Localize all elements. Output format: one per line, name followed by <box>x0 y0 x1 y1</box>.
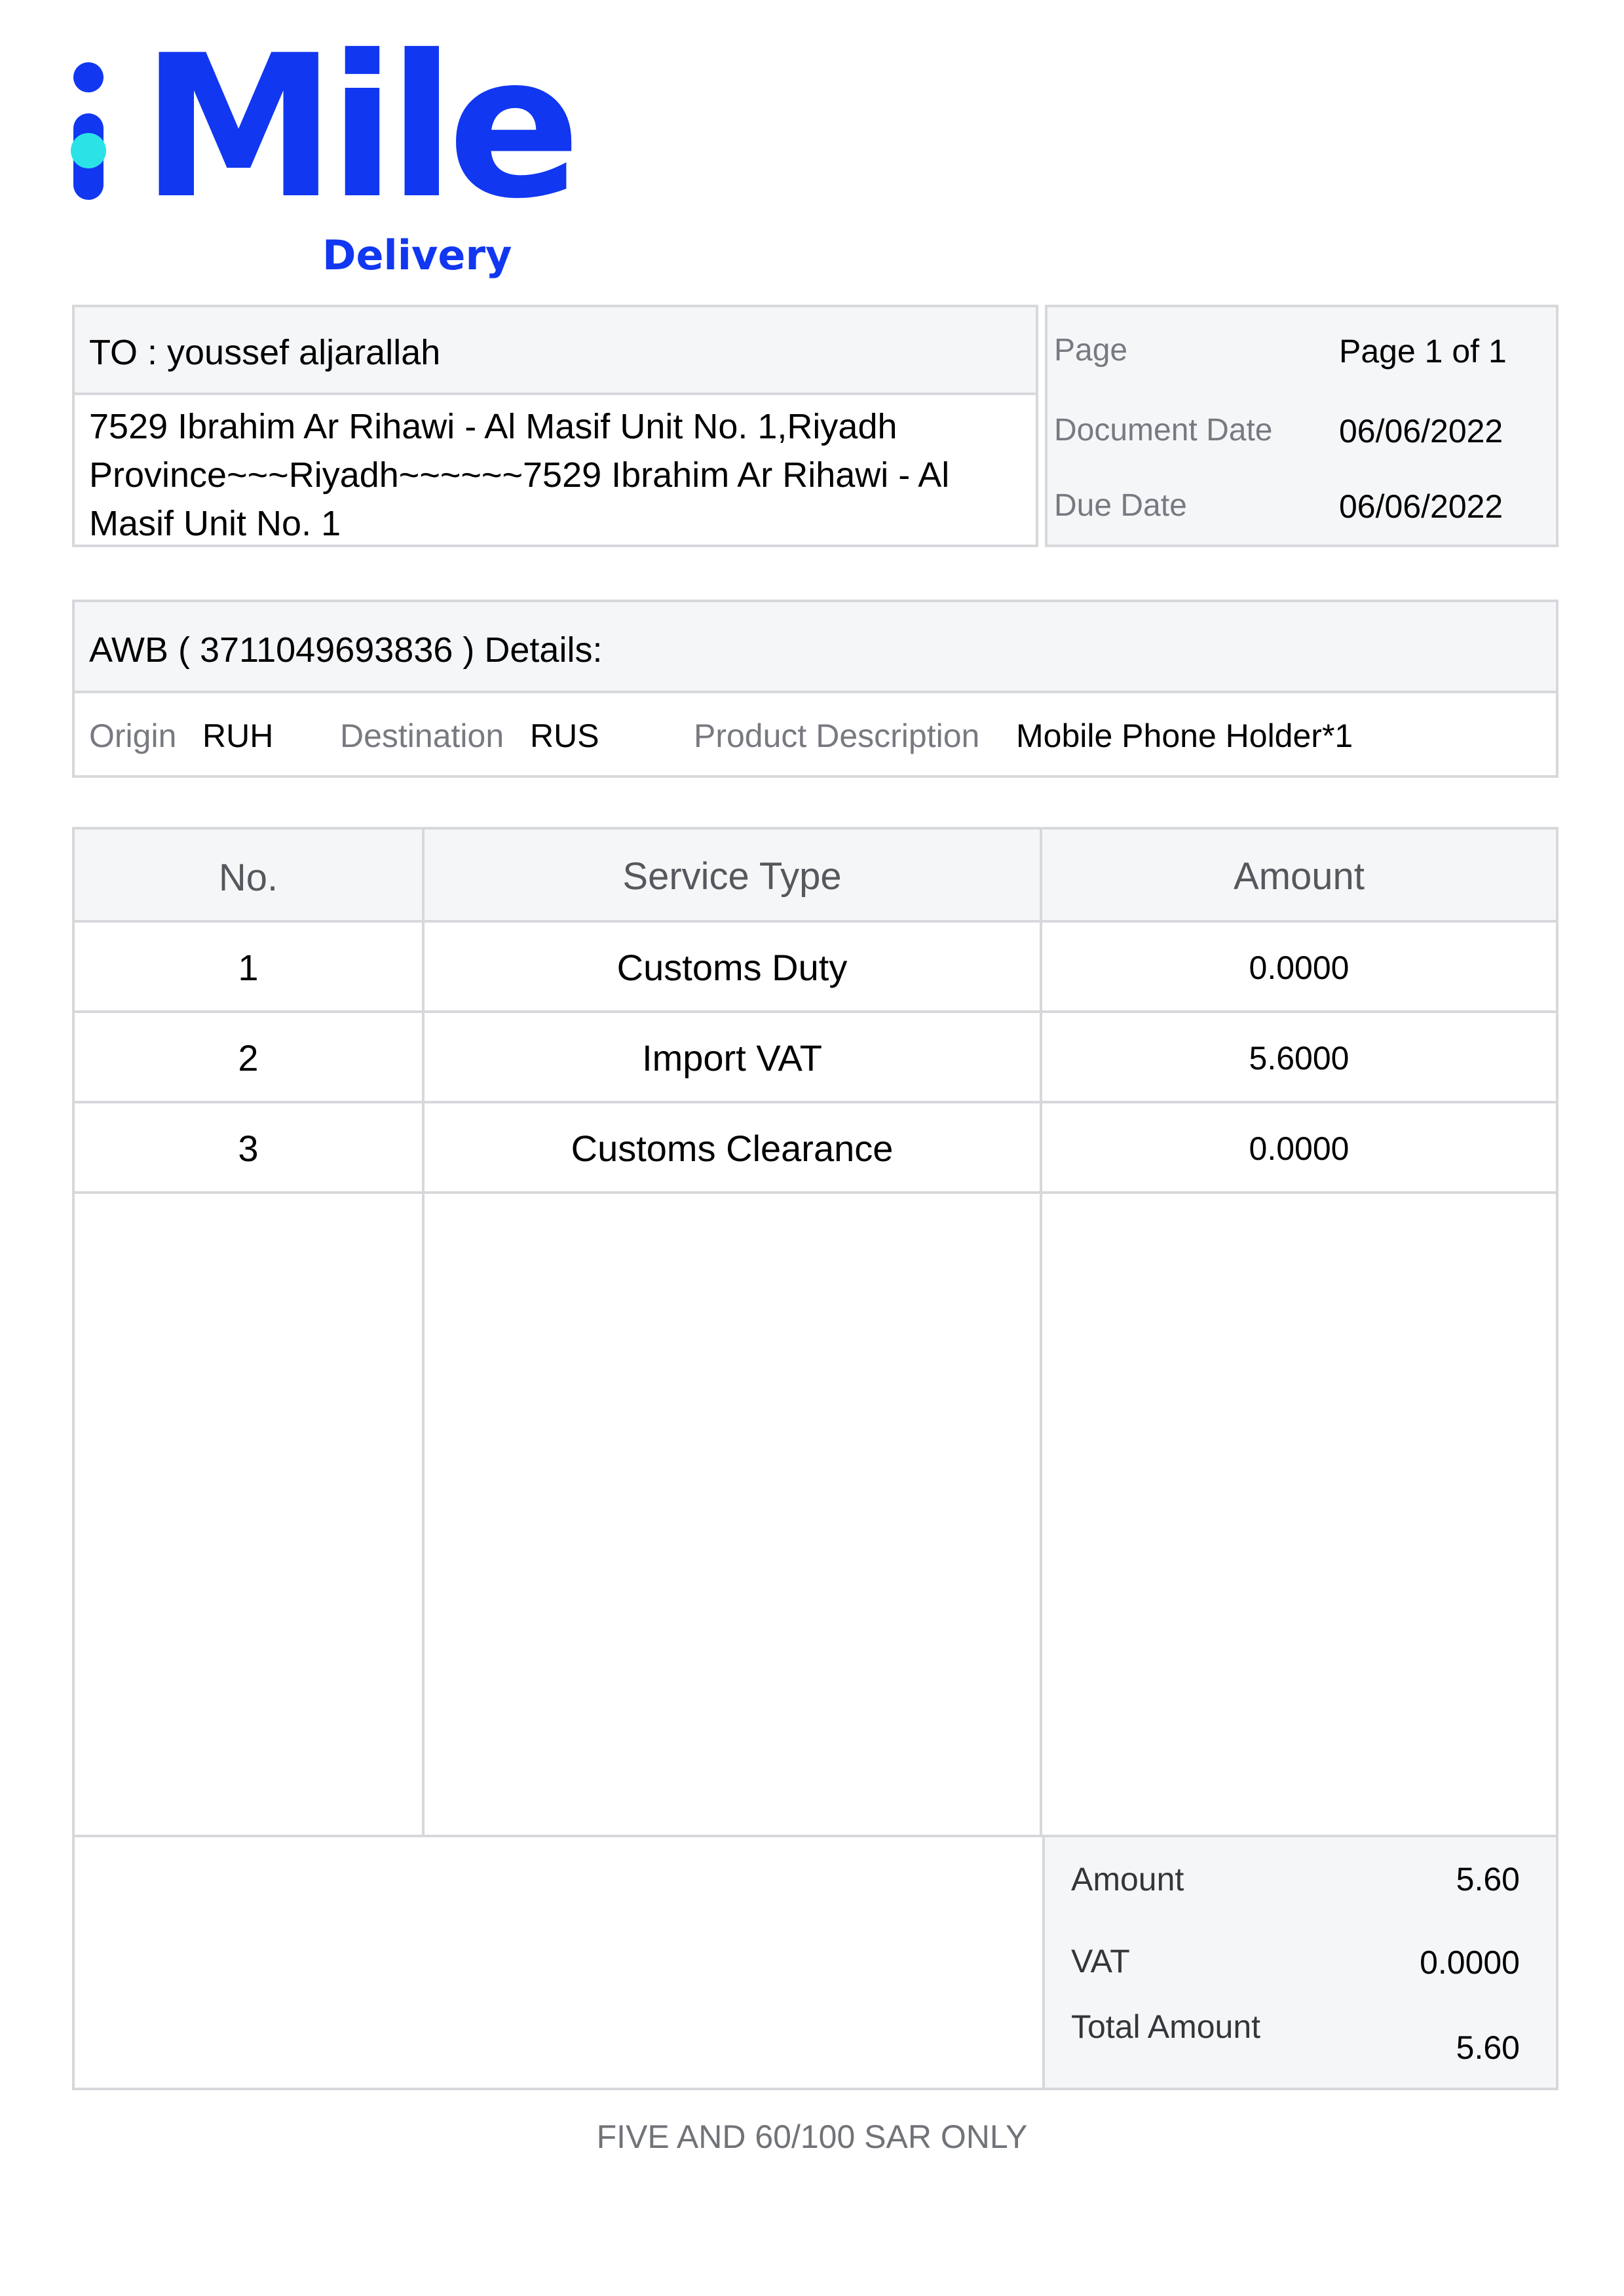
column-header-service-type: Service Type <box>622 855 842 898</box>
total-amount-label: Total Amount <box>1071 2008 1261 2045</box>
recipient-box <box>72 305 1038 547</box>
product-description-value: Mobile Phone Holder*1 <box>1016 718 1353 754</box>
recipient-header <box>75 307 1036 395</box>
row-number: 2 <box>238 1037 259 1079</box>
awb-header <box>75 602 1556 693</box>
column-header-amount: Amount <box>1234 855 1365 898</box>
row-divider <box>75 1191 1556 1194</box>
product-description-label: Product Description <box>694 718 980 754</box>
document-info-box <box>1045 305 1558 547</box>
total-amount-value: 5.60 <box>1456 2029 1520 2066</box>
row-number: 3 <box>238 1128 259 1169</box>
service-type: Customs Duty <box>616 947 848 988</box>
destination-label: Destination <box>340 718 504 754</box>
row-divider <box>75 920 1556 923</box>
service-type: Customs Clearance <box>571 1128 894 1169</box>
due-date-label: Due Date <box>1054 488 1187 523</box>
vat-label: VAT <box>1071 1943 1130 1980</box>
origin-label: Origin <box>89 718 177 754</box>
logo-accent-dot <box>71 133 106 168</box>
recipient-name: TO : youssef aljarallah <box>89 333 441 372</box>
row-number: 1 <box>238 947 259 988</box>
origin-value: RUH <box>202 718 274 754</box>
address-line: 7529 Ibrahim Ar Rihawi - Al Masif Unit No. 1,Riyadh <box>89 407 897 446</box>
recipient-address <box>89 402 1006 548</box>
column-header-no: No. <box>218 856 278 899</box>
amount-in-words: FIVE AND 60/100 SAR ONLY <box>596 2118 1028 2155</box>
service-amount: 0.0000 <box>1249 1130 1350 1167</box>
summary-box <box>72 1835 1558 2090</box>
due-date-value: 06/06/2022 <box>1339 488 1503 525</box>
row-divider <box>75 1101 1556 1103</box>
service-amount: 5.6000 <box>1249 1040 1350 1077</box>
document-date-label: Document Date <box>1054 413 1273 448</box>
address-line: Province~~~Riyadh~~~~~~7529 Ibrahim Ar Rihawi - Al <box>89 455 950 495</box>
awb-title: AWB ( 3711049693836 ) Details: <box>89 630 603 670</box>
destination-value: RUS <box>530 718 599 754</box>
row-divider <box>75 1010 1556 1013</box>
service-amount: 0.0000 <box>1249 949 1350 986</box>
totals-panel <box>1042 1837 1556 2088</box>
amount-value: 5.60 <box>1456 1861 1520 1898</box>
page-value: Page 1 of 1 <box>1339 333 1507 370</box>
imile-logo <box>72 13 573 285</box>
vat-value: 0.0000 <box>1420 1944 1520 1981</box>
address-line: Masif Unit No. 1 <box>89 504 341 543</box>
service-type: Import VAT <box>642 1037 822 1079</box>
logo-wordmark: Mile <box>141 13 573 242</box>
awb-details-box <box>72 600 1558 778</box>
logo-subtitle: Delivery <box>322 231 512 279</box>
amount-label: Amount <box>1071 1861 1184 1898</box>
logo-i-dot <box>73 62 104 92</box>
document-date-value: 06/06/2022 <box>1339 413 1503 450</box>
page-label: Page <box>1054 333 1128 368</box>
service-table <box>72 827 1558 1837</box>
